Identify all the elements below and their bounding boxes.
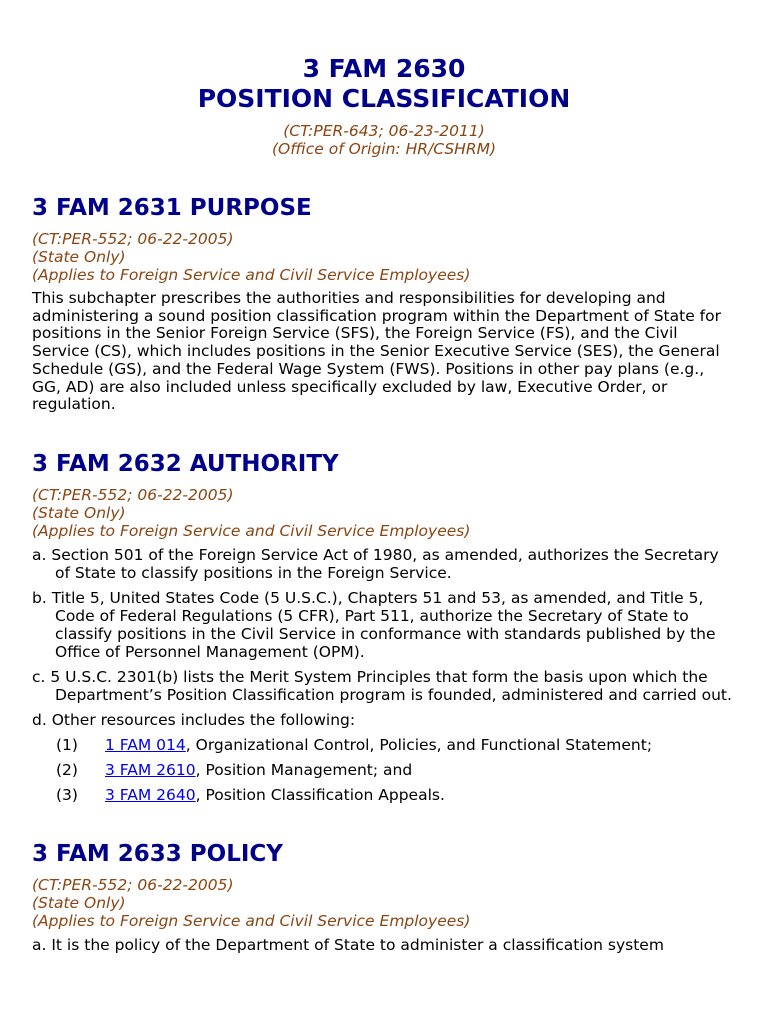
section-meta-purpose bbox=[32, 230, 736, 284]
document-origin: (Office of Origin: HR/CSHRM) bbox=[271, 140, 497, 158]
resource-link-3-fam-2610[interactable]: 3 FAM 2610 bbox=[105, 760, 196, 779]
policy-item-a: a. It is the policy of the Department of State to administer a classification system bbox=[32, 935, 664, 954]
purpose-paragraph: This subchapter prescribes the authorities and responsibilities for developing and administering a sound position classification program within the Department of State for positions in the Senior Foreign Service (SFS), the Foreign Service (FS), and the Civil Service (CS), which includes positions in the Senior Executive Service (SES), the General Schedule (GS), and the Federal Wage System (FWS). Positions in other pay plans (e.g., GG, AD) are also included unless specifically excluded by law, Executive Order, or regulation. bbox=[32, 289, 721, 414]
section-applies: (Applies to Foreign Service and Civil Service Employees) bbox=[32, 911, 471, 930]
resource-text: , Organizational Control, Policies, and Functional Statement; bbox=[185, 735, 653, 754]
section-title-policy: 3 FAM 2633 POLICY bbox=[32, 840, 283, 867]
resource-text: , Position Classification Appeals. bbox=[195, 785, 445, 804]
resource-item bbox=[32, 761, 736, 779]
section-applies: (Applies to Foreign Service and Civil Service Employees) bbox=[32, 266, 471, 284]
document-ct: (CT:PER-643; 06-23-2011) bbox=[283, 122, 485, 140]
document-meta bbox=[32, 122, 736, 158]
authority-item-c: c. 5 U.S.C. 2301(b) lists the Merit System Principles that form the basis upon which the Department’s Position Classification program is founded, administered and carried out. bbox=[32, 667, 732, 704]
section-scope: (State Only) bbox=[32, 893, 126, 912]
resource-link-3-fam-2640[interactable]: 3 FAM 2640 bbox=[105, 785, 196, 804]
resource-text: , Position Management; and bbox=[195, 760, 413, 779]
resource-number: (2) bbox=[56, 760, 78, 779]
title-line-2: POSITION CLASSIFICATION bbox=[197, 84, 571, 113]
section-meta-policy bbox=[32, 876, 736, 930]
authority-item-d: d. Other resources includes the following: bbox=[32, 710, 356, 729]
section-ct: (CT:PER-552; 06-22-2005) bbox=[32, 875, 234, 894]
resource-link-1-fam-014[interactable]: 1 FAM 014 bbox=[105, 735, 186, 754]
resource-number: (1) bbox=[56, 735, 78, 754]
section-scope: (State Only) bbox=[32, 503, 126, 522]
section-ct: (CT:PER-552; 06-22-2005) bbox=[32, 230, 234, 248]
document-title bbox=[32, 0, 736, 114]
resource-item bbox=[32, 736, 736, 754]
section-applies: (Applies to Foreign Service and Civil Service Employees) bbox=[32, 521, 471, 540]
section-meta-authority bbox=[32, 486, 736, 540]
resource-item bbox=[32, 786, 736, 804]
authority-item-b: b. Title 5, United States Code (5 U.S.C.), Chapters 51 and 53, as amended, and Title 5, Code of Federal Regulations (5 CFR), Part 511, authorize the Secretary of State to classify positions in the Civil Service in conformance with standards published by the Office of Personnel Management (OPM). bbox=[32, 588, 716, 661]
section-title-authority: 3 FAM 2632 AUTHORITY bbox=[32, 450, 339, 477]
authority-item-a: a. Section 501 of the Foreign Service Act of 1980, as amended, authorizes the Secretary of State to classify positions in the Foreign Service. bbox=[32, 545, 719, 582]
section-scope: (State Only) bbox=[32, 248, 126, 266]
section-ct: (CT:PER-552; 06-22-2005) bbox=[32, 485, 234, 504]
title-line-1: 3 FAM 2630 bbox=[302, 54, 466, 83]
resource-number: (3) bbox=[56, 785, 78, 804]
section-title-purpose: 3 FAM 2631 PURPOSE bbox=[32, 195, 312, 221]
